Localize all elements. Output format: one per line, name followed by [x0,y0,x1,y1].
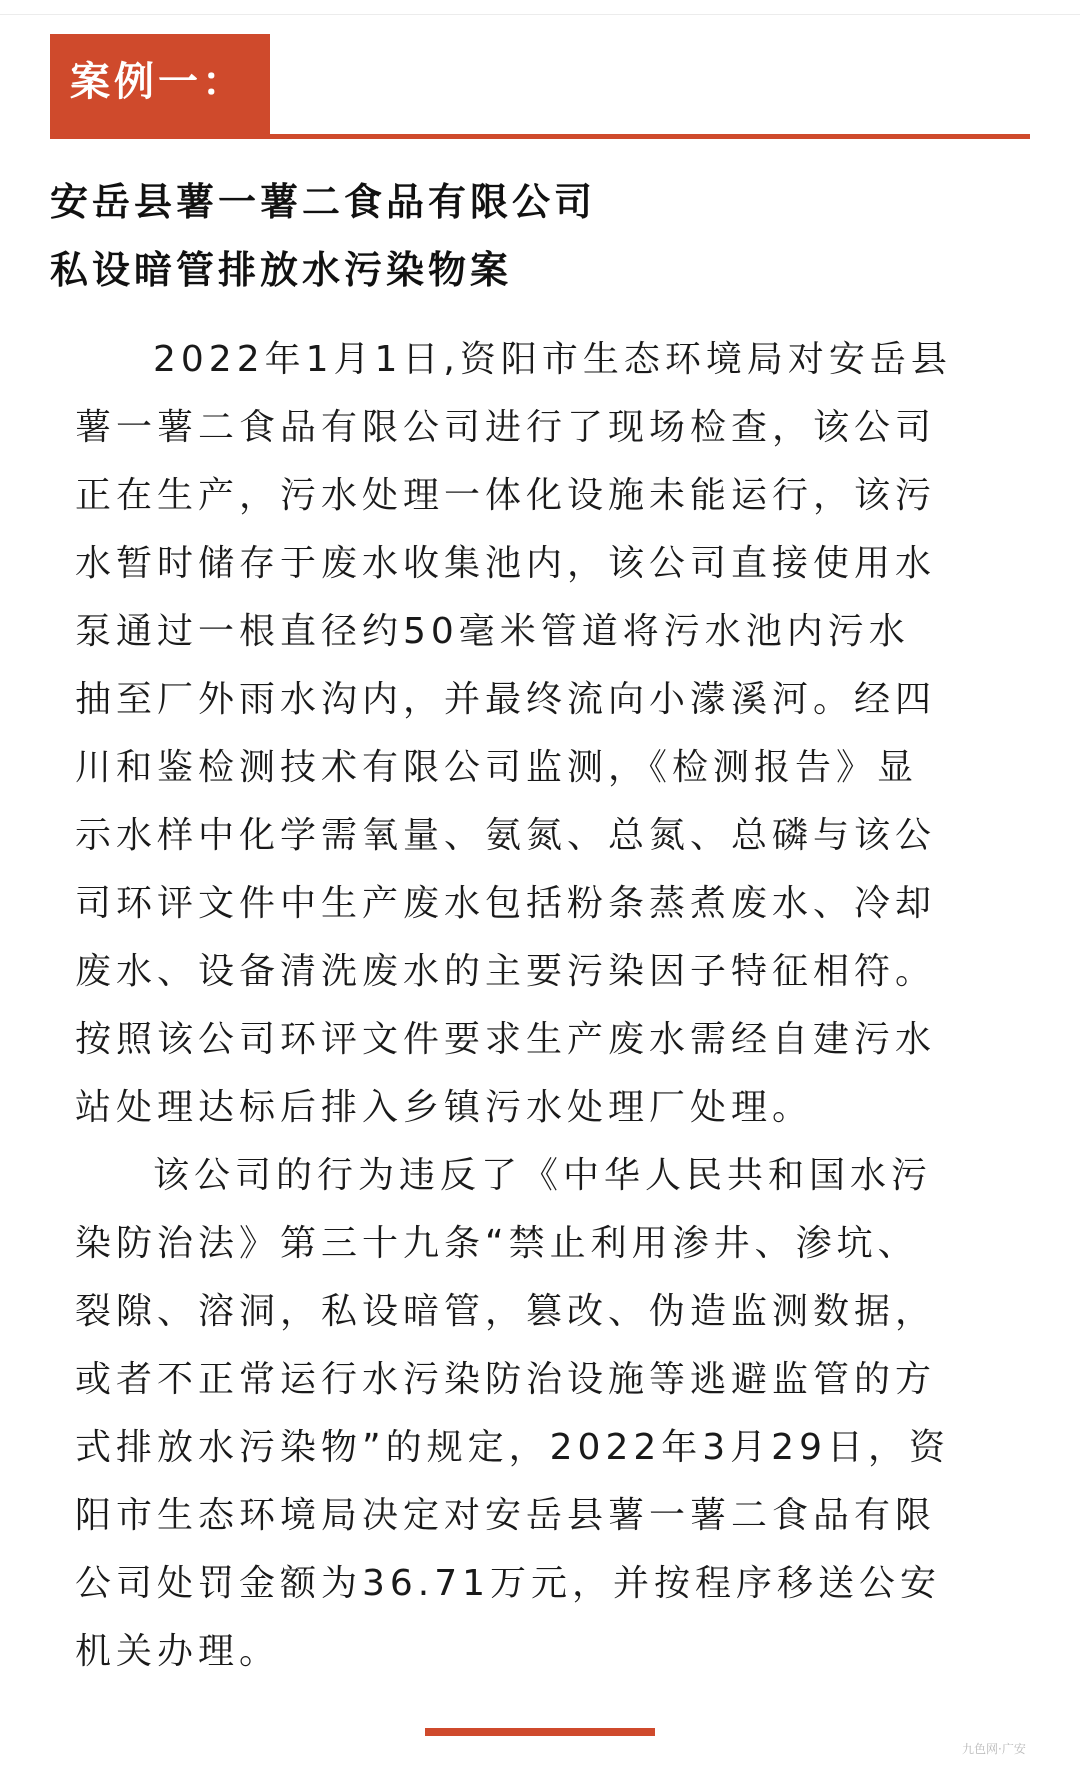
case-label-box [50,34,270,138]
paragraph-inspection [75,326,1007,1142]
paragraph-line: 示水样中化学需氧量、氨氮、总氮、总磷与该公 [75,815,937,856]
paragraph-line: 正在生产，污水处理一体化设施未能运行，该污 [75,475,937,516]
top-divider [0,14,1080,15]
case-title-line: 私设暗管排放水污染物案 [50,248,513,292]
paragraph-line: 水暂时储存于废水收集池内，该公司直接使用水 [75,543,937,584]
paragraph-line: 染防治法》第三十九条“禁止利用渗井、渗坑、 [75,1223,919,1264]
case-header [50,34,1030,140]
case-label: 案例一： [70,59,246,105]
paragraph-line: 式排放水污染物”的规定，2022年3月29日，资 [75,1427,950,1468]
article-body [75,326,1007,1686]
paragraph-penalty [75,1142,1007,1686]
paragraph-line: 该公司的行为违反了《中华人民共和国水污 [153,1155,933,1196]
paragraph-line: 裂隙、溶洞，私设暗管，篡改、伪造监测数据， [75,1291,937,1332]
paragraph-line: 公司处罚金额为36.71万元，并按程序移送公安 [75,1563,942,1604]
paragraph-line: 站处理达标后排入乡镇污水处理厂处理。 [75,1087,814,1128]
paragraph-line: 机关办理。 [75,1631,281,1672]
paragraph-line: 薯一薯二食品有限公司进行了现场检查，该公司 [75,407,937,448]
paragraph-line: 按照该公司环评文件要求生产废水需经自建污水 [75,1019,937,1060]
case-title [50,168,1030,304]
case-title-line: 安岳县薯一薯二食品有限公司 [50,180,597,224]
paragraph-line: 抽至厂外雨水沟内，并最终流向小濛溪河。经四 [75,679,937,720]
paragraph-line: 川和鉴检测技术有限公司监测，《检测报告》显 [75,747,919,788]
paragraph-line: 2022年1月1日,资阳市生态环境局对安岳县 [153,339,952,380]
paragraph-line: 泵通过一根直径约50毫米管道将污水池内污水 [75,611,910,652]
watermark: 九色网·广安 [962,1742,1026,1756]
bottom-divider-bar [425,1728,655,1736]
paragraph-line: 或者不正常运行水污染防治设施等逃避监管的方 [75,1359,937,1400]
paragraph-line: 阳市生态环境局决定对安岳县薯一薯二食品有限 [75,1495,937,1536]
paragraph-line: 废水、设备清洗废水的主要污染因子特征相符。 [75,951,937,992]
case-header-rule [50,134,1030,139]
paragraph-line: 司环评文件中生产废水包括粉条蒸煮废水、冷却 [75,883,937,924]
